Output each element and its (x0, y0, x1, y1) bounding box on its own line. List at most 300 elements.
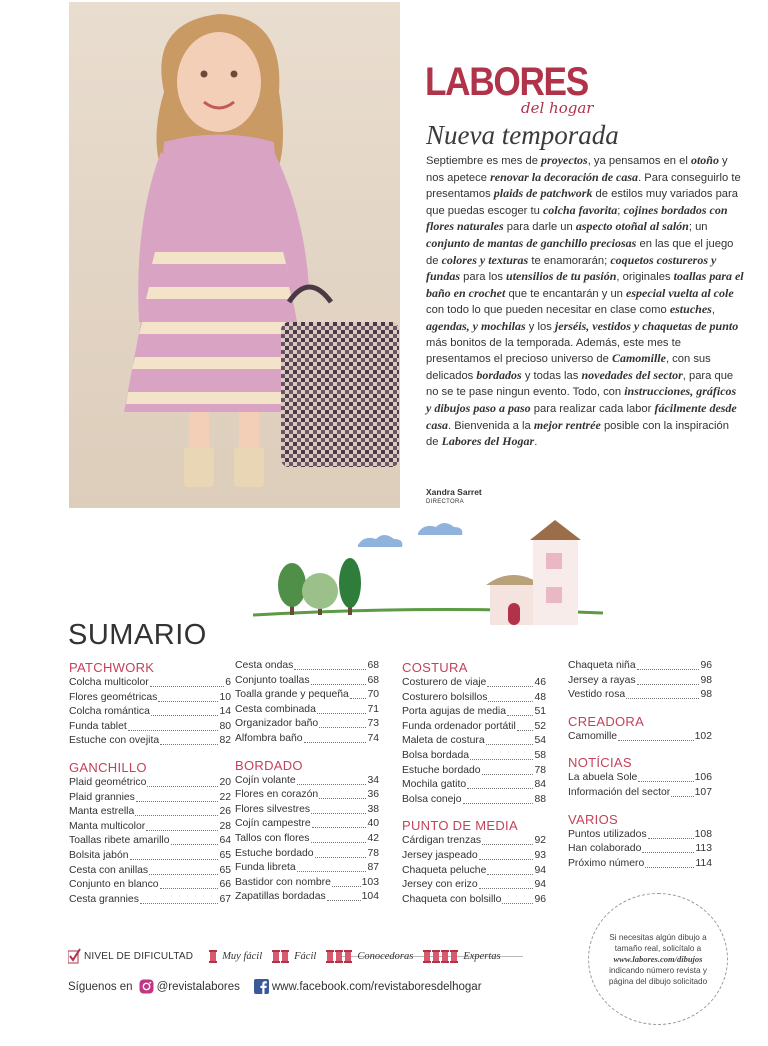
intro-text: te enamorarán; (528, 254, 611, 267)
toc-entry[interactable] (69, 834, 231, 849)
facebook-url[interactable]: www.facebook.com/revistaboresdelhogar (271, 980, 482, 993)
toc-entry-title: Estuche bordado (235, 847, 314, 859)
toc-entry-page: 22 (219, 791, 231, 803)
toc-entry-page: 46 (534, 677, 546, 688)
toc-entry[interactable] (402, 793, 546, 808)
toc-entry[interactable] (235, 890, 379, 905)
toc-entry[interactable] (402, 749, 546, 764)
dot-leader (312, 817, 367, 828)
difficulty-level (209, 950, 262, 963)
badge-post: indicando número revista y página del dibujo solicitado (608, 965, 708, 986)
toc-entry-title: Colcha multicolor (69, 677, 149, 688)
toc-entry[interactable] (235, 659, 379, 674)
toc-entry[interactable] (402, 778, 546, 793)
difficulty-level-name: Muy fácil (222, 950, 263, 962)
toc-entry[interactable] (235, 832, 379, 847)
difficulty-level (423, 950, 500, 963)
sumario-column-2 (235, 659, 379, 905)
intro-text: y nos apetece (426, 155, 728, 184)
intro-emphasis: bordados (476, 367, 522, 382)
toc-entry[interactable] (69, 734, 231, 749)
intro-emphasis: agendas, y mochilas (426, 318, 526, 333)
toc-entry-title: Colcha romántica (69, 706, 150, 718)
dot-leader (637, 674, 700, 685)
toc-entry[interactable] (402, 764, 546, 779)
toc-entry-title: Flores silvestres (235, 803, 311, 815)
intro-text: y todas las (521, 369, 582, 382)
dot-leader (297, 774, 367, 785)
spool-icon (450, 950, 458, 963)
toc-entry-title: Toallas ribete amarillo (69, 835, 170, 847)
intro-emphasis: Camomille (611, 351, 666, 366)
toc-entry-title: Alfombra baño (235, 732, 303, 744)
dot-leader (482, 834, 533, 845)
intro-text: para los (460, 271, 507, 284)
toc-entry-title: Funda libreta (235, 862, 296, 874)
toc-entry[interactable] (69, 864, 231, 879)
toc-entry-page: 42 (367, 832, 379, 844)
toc-entry-title: Toalla grande y pequeña (235, 689, 349, 701)
intro-text: . Para conseguirlo te presentamos (426, 171, 741, 201)
intro-text: , con sus delicados (426, 353, 711, 382)
toc-entry-page: 58 (534, 749, 546, 761)
intro-text: en las que el juego de (426, 237, 734, 267)
spool-icon (441, 950, 449, 963)
dot-leader (671, 786, 693, 797)
section-title: CREADORA (568, 713, 645, 729)
intro-emphasis: utensilios de tu pasión (506, 269, 617, 284)
difficulty-label: NIVEL DE DIFICULTAD (84, 950, 194, 962)
toc-entry-page: 65 (219, 864, 231, 876)
toc-entry-page: 78 (367, 847, 379, 859)
intro-text: ; un (688, 221, 708, 234)
dot-leader (149, 864, 218, 875)
spool-icon (272, 950, 280, 963)
toc-entry-page: 71 (367, 703, 379, 715)
sumario-column-1 (69, 659, 231, 907)
dot-leader (637, 659, 700, 670)
dot-leader (135, 805, 218, 816)
dot-leader (350, 688, 367, 699)
toc-entry-title: Plaid grannies (69, 791, 135, 803)
toc-entry-title: Funda tablet (69, 720, 127, 732)
dot-leader (136, 791, 219, 802)
spool-icon (432, 950, 440, 963)
toc-entry-page: 36 (367, 789, 379, 801)
intro-emphasis: estuches (669, 302, 712, 317)
toc-entry-page: 73 (367, 718, 379, 730)
toc-entry-page: 96 (700, 660, 712, 671)
section-title: COSTURA (402, 660, 468, 675)
toc-entry-page: 106 (694, 772, 712, 784)
toc-entry-page: 38 (367, 803, 379, 815)
dot-leader (147, 776, 218, 787)
section-title: GANCHILLO (69, 759, 147, 775)
intro-text: , ya pensamos en el (587, 155, 691, 167)
house-illustration (248, 515, 608, 625)
toc-entry[interactable] (69, 791, 231, 806)
toc-entry[interactable] (402, 834, 546, 849)
toc-entry[interactable] (235, 803, 379, 818)
dot-leader (151, 705, 219, 716)
dot-leader (171, 834, 219, 845)
toc-entry[interactable] (402, 676, 546, 691)
badge-pre: Si necesitas algún dibujo a tamaño real, solicítalo a (609, 932, 707, 953)
dot-leader (642, 842, 694, 853)
toc-entry[interactable] (402, 734, 546, 749)
toc-entry[interactable] (69, 720, 231, 735)
dot-leader (507, 705, 533, 716)
dot-leader (158, 691, 218, 702)
dot-leader (130, 849, 219, 860)
editorial-text (426, 153, 744, 451)
intro-text: , originales (616, 271, 674, 284)
intro-text: más bonitos de la temporada. Además, este mes te presentamos el precioso universo de (426, 336, 681, 366)
toc-entry[interactable] (235, 847, 379, 862)
toc-entry-page: 54 (534, 735, 546, 747)
intro-text: Septiembre es mes de (426, 155, 542, 167)
intro-text: . Bienvenida a la (448, 419, 534, 432)
toc-entry[interactable] (568, 857, 712, 872)
toc-entry-page: 87 (367, 862, 379, 874)
toc-entry-title: Costurero de viaje (402, 677, 487, 688)
social-links (68, 979, 482, 994)
toc-entry-title: La abuela Sole (568, 772, 638, 784)
dot-leader (479, 878, 534, 889)
toc-entry-page: 114 (695, 857, 712, 869)
toc-entry-page: 80 (219, 720, 231, 732)
toc-entry-title: Organizador baño (235, 718, 319, 730)
dot-leader (517, 720, 534, 731)
intro-text: , (711, 304, 715, 317)
intro-text: que te encantarán y un (505, 287, 627, 300)
brand-logo (425, 62, 605, 118)
dot-leader (626, 688, 699, 699)
sumario-title: SUMARIO (68, 619, 207, 651)
toc-entry-title: Zapatillas bordadas (235, 891, 326, 903)
toc-entry-title: Cesta combinada (235, 703, 316, 715)
toc-entry[interactable] (235, 774, 379, 789)
intro-text: para realizar cada labor (530, 402, 655, 415)
toc-entry-title: Plaid geométrico (69, 776, 147, 788)
toc-entry-page: 70 (367, 689, 379, 701)
toc-entry[interactable] (568, 842, 712, 857)
brand-name: LABORES (425, 60, 588, 104)
cover-photo (69, 2, 400, 508)
toc-entry-title: Tallos con flores (235, 832, 310, 844)
toc-entry[interactable] (235, 876, 379, 891)
dot-leader (487, 676, 533, 687)
toc-entry-page: 108 (694, 828, 712, 840)
dot-leader (470, 749, 533, 760)
intro-emphasis: fácilmente desde casa (426, 400, 737, 432)
toc-entry-page: 84 (534, 779, 546, 791)
intro-text: posible con la inspiración de (426, 419, 729, 449)
toc-entry[interactable] (69, 878, 231, 893)
toc-entry-page: 96 (534, 893, 546, 905)
intro-text: de estilos muy variados para que puedas escoger tu (426, 188, 738, 217)
intro-emphasis: jerséis, vestidos y chaquetas de punto (554, 318, 739, 333)
brand-sub: del hogar (521, 99, 594, 117)
toc-entry-title: Chaqueta niña (568, 660, 636, 671)
difficulty-level-name: Conocedoras (357, 950, 414, 962)
toc-entry[interactable] (69, 820, 231, 835)
dot-leader (311, 803, 366, 814)
toc-entry-page: 68 (367, 674, 379, 686)
dot-leader (482, 764, 534, 775)
toc-entry-page: 78 (534, 764, 546, 776)
dot-leader (311, 832, 367, 843)
toc-entry-title: Estuche bordado (402, 764, 481, 776)
toc-entry[interactable] (69, 676, 231, 691)
drawing-request-badge (588, 893, 728, 1025)
toc-entry[interactable] (402, 849, 546, 864)
intro-emphasis: novedades del sector (581, 367, 683, 382)
toc-entry-page: 93 (534, 849, 546, 861)
toc-entry[interactable] (69, 805, 231, 820)
toc-entry[interactable] (235, 703, 379, 718)
toc-entry-page: 66 (219, 879, 231, 891)
toc-entry-title: Funda ordenador portátil (402, 720, 516, 732)
toc-entry-title: Información del sector (568, 786, 671, 798)
dot-leader (304, 732, 367, 743)
badge-url[interactable]: www.labores.com/dibujos (613, 953, 703, 964)
dot-leader (479, 849, 534, 860)
toc-entry-title: Estuche con ovejita (69, 735, 160, 747)
spool-icon (281, 950, 289, 963)
spool-icon (209, 950, 217, 963)
toc-entry-title: Jersey con erizo (402, 879, 478, 891)
toc-entry-page: 74 (367, 732, 379, 744)
spool-icon (423, 950, 431, 963)
toc-entry[interactable] (402, 878, 546, 893)
page-title: Nueva temporada (426, 120, 619, 150)
toc-entry-page: 6 (225, 677, 231, 688)
intro-emphasis: cojines bordados con flores naturales (426, 202, 728, 234)
difficulty-level (326, 950, 413, 963)
toc-entry-page: 94 (534, 879, 546, 891)
toc-entry-page: 92 (534, 835, 546, 847)
intro-emphasis: colores y texturas (441, 252, 529, 267)
toc-entry-page: 68 (367, 660, 379, 671)
toc-entry-title: Bastidor con nombre (235, 876, 331, 888)
intro-emphasis: colcha favorita (542, 202, 618, 217)
toc-entry-page: 51 (534, 706, 546, 718)
intro-text: y los (525, 320, 555, 333)
difficulty-level-name: Expertas (463, 950, 501, 962)
intro-text: con todo lo que pueden necesitar en clase como (426, 304, 670, 317)
toc-entry-page: 102 (694, 730, 712, 742)
toc-entry[interactable] (69, 776, 231, 791)
toc-entry-title: Mochila gatito (402, 779, 467, 791)
toc-entry[interactable] (402, 691, 546, 706)
dot-leader (140, 893, 219, 904)
dot-leader (160, 878, 219, 889)
facebook-icon (254, 979, 269, 994)
toc-entry-page: 10 (219, 691, 231, 703)
dot-leader (319, 788, 366, 799)
toc-entry[interactable] (235, 788, 379, 803)
toc-entry[interactable] (568, 771, 712, 786)
toc-entry-title: Manta multicolor (69, 820, 146, 832)
follow-label: Síguenos en (68, 980, 133, 993)
toc-entry-title: Camomille (568, 730, 618, 742)
dot-leader (297, 861, 367, 872)
toc-entry[interactable] (69, 893, 231, 908)
toc-entry[interactable] (235, 674, 379, 689)
intro-emphasis: mejor rentrée (533, 417, 601, 432)
intro-emphasis: renovar la decoración de casa (490, 169, 639, 184)
dot-leader (128, 720, 219, 731)
intro-emphasis: instrucciones, gráficos y dibujos paso a paso (426, 384, 737, 415)
toc-entry-page: 34 (367, 774, 379, 786)
dot-leader (332, 876, 361, 887)
toc-entry[interactable] (568, 659, 712, 674)
toc-entry-page: 67 (219, 893, 231, 905)
toc-entry-title: Maleta de costura (402, 735, 485, 747)
toc-entry-title: Manta estrella (69, 806, 135, 818)
toc-entry-title: Jersey jaspeado (402, 849, 478, 861)
toc-entry-title: Vestido rosa (568, 689, 626, 701)
toc-entry-page: 94 (534, 864, 546, 876)
dot-leader (294, 659, 366, 670)
dot-leader (487, 864, 533, 875)
toc-entry-title: Jersey a rayas (568, 674, 636, 686)
dot-leader (486, 734, 534, 745)
toc-entry-page: 88 (534, 793, 546, 805)
toc-entry-title: Bolsa bordada (402, 749, 470, 761)
intro-emphasis: especial vuelta al cole (626, 285, 734, 300)
dot-leader (618, 730, 694, 741)
toc-entry-page: 107 (694, 786, 712, 798)
dot-leader (467, 778, 533, 789)
toc-entry-page: 20 (219, 776, 231, 788)
dot-leader (648, 828, 694, 839)
intro-emphasis: toallas para el baño en crochet (426, 269, 744, 300)
toc-entry-title: Bolsa conejo (402, 793, 462, 805)
toc-entry-title: Cesta ondas (235, 660, 294, 671)
toc-entry-title: Conjunto toallas (235, 674, 310, 686)
toc-entry[interactable] (568, 828, 712, 843)
spool-icon (326, 950, 334, 963)
intro-text: para darle un (503, 221, 576, 234)
section-title: NOTÍCIAS (568, 755, 632, 771)
intro-emphasis: Labores del Hogar (441, 434, 535, 449)
dot-leader (150, 676, 225, 687)
toc-entry-title: Chaqueta con bolsillo (402, 893, 502, 905)
dot-leader (488, 691, 533, 702)
dot-leader (327, 890, 361, 901)
intro-emphasis: otoño (690, 153, 719, 167)
toc-entry[interactable] (69, 705, 231, 720)
toc-entry-page: 48 (534, 691, 546, 703)
toc-entry-page: 52 (534, 720, 546, 732)
section-title: BORDADO (235, 757, 303, 773)
toc-entry[interactable] (402, 705, 546, 720)
toc-entry-title: Costurero bolsillos (402, 691, 488, 703)
signature-role: DIRECTORA (426, 499, 464, 505)
dot-leader (315, 847, 367, 858)
intro-emphasis: coquetos costureros y fundas (426, 252, 717, 284)
difficulty-level (272, 950, 316, 963)
toc-entry[interactable] (235, 861, 379, 876)
dot-leader (502, 893, 533, 904)
toc-entry[interactable] (235, 688, 379, 703)
toc-entry-title: Puntos utilizados (568, 828, 647, 840)
toc-entry-page: 65 (219, 849, 231, 861)
toc-entry[interactable] (235, 817, 379, 832)
spool-icon (335, 950, 343, 963)
toc-entry-title: Conjunto en blanco (69, 879, 159, 891)
toc-entry-title: Flores geométricas (69, 691, 158, 703)
toc-entry[interactable] (235, 732, 379, 747)
toc-entry-page: 14 (219, 706, 231, 718)
toc-entry-page: 26 (219, 806, 231, 818)
toc-entry[interactable] (568, 730, 712, 745)
toc-entry-page: 113 (695, 843, 712, 855)
dot-leader (463, 793, 534, 804)
toc-entry[interactable] (568, 688, 712, 703)
toc-entry[interactable] (402, 893, 546, 908)
toc-entry-page: 64 (219, 835, 231, 847)
dot-leader (146, 820, 218, 831)
intro-emphasis: conjunto de mantas de ganchillo preciosas (426, 235, 637, 250)
toc-entry[interactable] (402, 864, 546, 879)
sumario-column-3 (402, 659, 546, 907)
dot-leader (645, 857, 694, 868)
toc-entry-title: Cojín campestre (235, 818, 311, 830)
toc-entry-title: Cojín volante (235, 774, 296, 786)
toc-entry-title: Flores en corazón (235, 789, 319, 801)
difficulty-level-name: Fácil (294, 950, 317, 962)
intro-emphasis: plaids de patchwork (493, 186, 593, 201)
toc-entry-page: 28 (219, 820, 231, 832)
intro-text: . (534, 436, 538, 449)
toc-entry[interactable] (235, 717, 379, 732)
toc-entry[interactable] (402, 720, 546, 735)
dot-leader (160, 734, 218, 745)
intro-emphasis: proyectos (541, 153, 588, 167)
toc-entry-page: 104 (361, 891, 379, 903)
spool-icon (344, 950, 352, 963)
dot-leader (638, 771, 693, 782)
toc-entry[interactable] (568, 786, 712, 801)
toc-entry-page: 82 (219, 735, 231, 747)
toc-entry[interactable] (69, 849, 231, 864)
checkmark-icon (68, 948, 82, 964)
section-title: VARIOS (568, 811, 618, 827)
toc-entry[interactable] (69, 691, 231, 706)
dot-leader (317, 703, 367, 714)
instagram-icon (139, 979, 154, 994)
toc-entry-title: Porta agujas de media (402, 706, 506, 718)
toc-entry-title: Bolsita jabón (69, 849, 129, 861)
instagram-handle[interactable]: @revistalabores (156, 980, 240, 993)
section-title: PATCHWORK (69, 660, 155, 675)
toc-entry-title: Próximo número (568, 857, 645, 869)
dot-leader (319, 717, 366, 728)
toc-entry-page: 98 (700, 689, 712, 701)
intro-text: ; (617, 204, 624, 217)
toc-entry-page: 40 (367, 818, 379, 830)
difficulty-legend (68, 946, 563, 966)
toc-entry[interactable] (568, 674, 712, 689)
section-title: PUNTO DE MEDIA (402, 818, 518, 834)
intro-text: , para que no se te pase ningun evento. Todo, con (426, 369, 734, 399)
toc-entry-title: Cesta grannies (69, 893, 139, 905)
sumario-column-4 (568, 659, 712, 871)
signature-name: Xandra Sarret (426, 487, 482, 497)
